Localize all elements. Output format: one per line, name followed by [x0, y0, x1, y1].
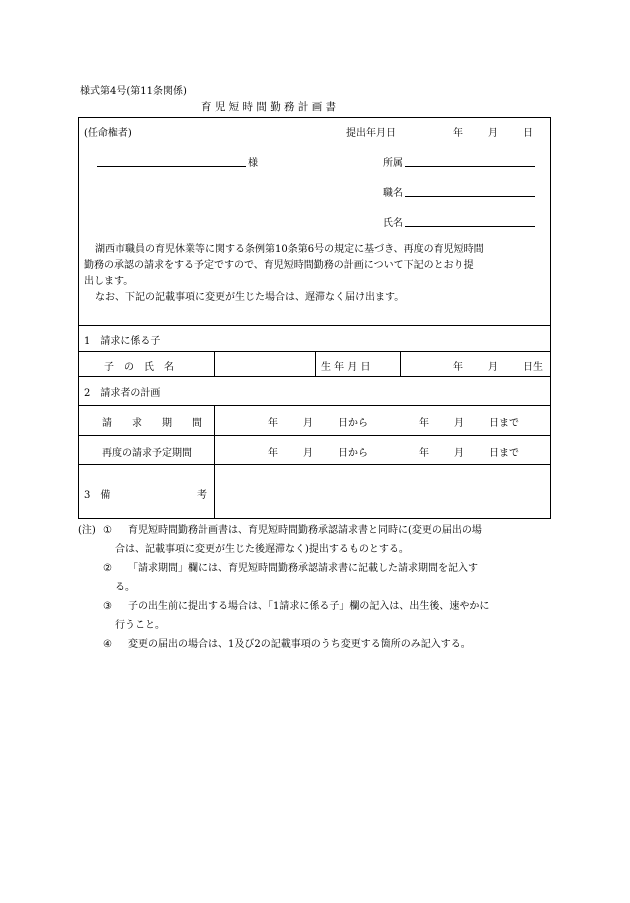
section2-heading: 2 請求者の計画: [84, 388, 161, 399]
from-year: 年: [268, 448, 278, 459]
appointer-label: (任命権者): [84, 128, 132, 139]
section1-heading: 1 請求に係る子: [84, 336, 161, 347]
name-label: 氏名: [383, 218, 403, 229]
note-2-line-1: 「請求期間」欄には、育児短時間勤務承認請求書に記載した請求期間を記入す: [128, 563, 478, 574]
name-field[interactable]: [405, 226, 535, 227]
sama-label: 様: [248, 158, 258, 169]
birth-day-suffix: 日生: [523, 362, 543, 373]
from-year: 年: [268, 418, 278, 429]
birth-date-label: 生 年 月 日: [321, 362, 371, 373]
from-month: 月: [303, 448, 313, 459]
next-request-period-label: 再度の請求予定期間: [102, 448, 192, 459]
note-2-mark: ②: [103, 563, 112, 574]
note-1-line-2: 合は、記載事項に変更が生じた後遅滞なく)提出するものとする。: [115, 544, 409, 555]
remarks-label-num: 3 備: [84, 490, 111, 501]
affiliation-field[interactable]: [405, 166, 535, 167]
note-1-mark: ①: [103, 525, 112, 536]
note-2-line-2: る。: [115, 582, 135, 593]
note-3-line-2: 行うこと。: [115, 620, 165, 631]
addressee-field[interactable]: [97, 166, 246, 167]
from-month: 月: [303, 418, 313, 429]
to-month: 月: [454, 418, 464, 429]
to-year: 年: [419, 448, 429, 459]
notes-prefix: (注): [78, 525, 96, 536]
form-number: 様式第4号(第11条関係): [80, 86, 187, 97]
from-day: 日から: [338, 418, 368, 429]
position-field[interactable]: [405, 196, 535, 197]
submit-year: 年: [453, 128, 463, 139]
remarks-label-end: 考: [197, 490, 207, 501]
note-3-line-1: 子の出生前に提出する場合は、「1請求に係る子」欄の記入は、出生後、速やかに: [128, 601, 490, 612]
affiliation-label: 所属: [383, 158, 403, 169]
note-4-line-1: 変更の届出の場合は、1及び2の記載事項のうち変更する箇所のみ記入する。: [128, 639, 471, 650]
note-3-mark: ③: [103, 601, 112, 612]
body-line-4: なお、下記の記載事項に変更が生じた場合は、遅滞なく届け出ます。: [95, 292, 405, 303]
to-day: 日まで: [489, 418, 519, 429]
request-period-label: 請 求 期 間: [102, 418, 202, 429]
submit-day: 日: [523, 128, 533, 139]
remarks-field[interactable]: [216, 466, 549, 517]
to-month: 月: [454, 448, 464, 459]
submit-month: 月: [488, 128, 498, 139]
body-line-2: 勤務の承認の請求をする予定ですので、育児短時間勤務の計画について下記のとおり提: [84, 260, 474, 271]
note-4-mark: ④: [103, 639, 112, 650]
page-title: 育 児 短 時 間 勤 務 計 画 書: [201, 101, 337, 113]
submit-date-label: 提出年月日: [346, 128, 396, 139]
child-name-field[interactable]: [216, 353, 314, 375]
position-label: 職名: [383, 188, 403, 199]
birth-month: 月: [488, 362, 498, 373]
body-line-3: 出します。: [84, 276, 134, 287]
from-day: 日から: [338, 448, 368, 459]
note-1-line-1: 育児短時間勤務計画書は、育児短時間勤務承認請求書と同時に(変更の届出の場: [128, 525, 482, 536]
to-day: 日まで: [489, 448, 519, 459]
to-year: 年: [419, 418, 429, 429]
body-line-1: 湖西市職員の育児休業等に関する条例第10条第6号の規定に基づき、再度の育児短時間: [95, 244, 484, 255]
child-name-label: 子 の 氏 名: [104, 362, 174, 373]
birth-year: 年: [453, 362, 463, 373]
